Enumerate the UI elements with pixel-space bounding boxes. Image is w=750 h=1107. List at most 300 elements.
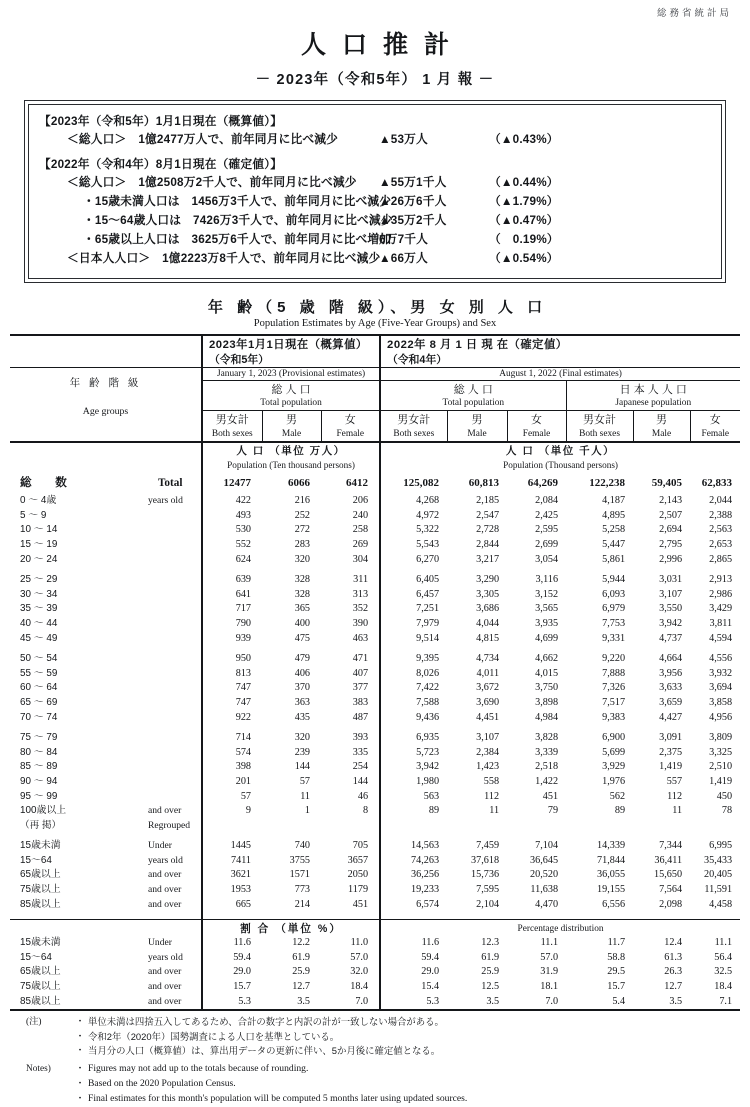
- table-row: [10, 696, 740, 711]
- cell-value: 2,694: [659, 524, 683, 536]
- cell-value: 3,339: [535, 746, 559, 758]
- table-cell: [202, 965, 262, 980]
- cell-value: 335: [352, 746, 369, 758]
- cell-value: 435: [294, 711, 311, 723]
- cell-value: 3,091: [659, 732, 683, 744]
- date-col1-en: January 1, 2023 (Provisional estimates): [216, 368, 366, 379]
- cell-value: 3,550: [659, 603, 683, 615]
- table-cell: [380, 567, 447, 588]
- row-label-cell: [10, 711, 144, 726]
- cell-value: 2,044: [709, 495, 733, 507]
- table-cell: [633, 775, 690, 790]
- table-cell: [633, 632, 690, 647]
- cell-value: 365: [294, 603, 311, 615]
- regrouped-label-en-cell: [144, 819, 202, 834]
- table-cell: [262, 760, 321, 775]
- cell-value: 11: [489, 805, 500, 817]
- table-cell: [321, 681, 380, 696]
- table-cell: [262, 965, 321, 980]
- table-cell: [262, 494, 321, 509]
- table-cell: [566, 746, 633, 761]
- table-cell: [690, 804, 740, 819]
- table-cell: [633, 617, 690, 632]
- table-cell: [202, 854, 262, 869]
- cell-value: 12.7: [292, 981, 311, 993]
- table-header-sex-en: [10, 427, 740, 442]
- table-cell: [202, 553, 262, 568]
- table-cell: [566, 790, 633, 805]
- row-label-en: and over: [148, 884, 182, 896]
- cell-value: 19,233: [411, 884, 440, 896]
- note-text: Final estimates for this month's population will be computed 5 months later using updated sources.: [88, 1092, 468, 1104]
- table-cell: [321, 746, 380, 761]
- cell-value: 78: [721, 805, 733, 817]
- row-label-cell-en: [144, 509, 202, 524]
- summary-row-percent: （ 0.19%）: [489, 232, 559, 246]
- table-cell: [202, 951, 262, 966]
- table-cell: [380, 868, 447, 883]
- table-row-regrouped: [10, 854, 740, 869]
- cell-value: 2,595: [535, 524, 559, 536]
- row-label-cell: [10, 646, 144, 667]
- row-label-en: and over: [148, 805, 182, 817]
- cell-value: 3,935: [535, 617, 559, 629]
- cell-value: 29.5: [607, 966, 626, 978]
- cell-value: 3,690: [476, 696, 500, 708]
- population-table: [10, 334, 740, 1013]
- cell-value: 3,054: [535, 553, 559, 565]
- table-cell: [262, 868, 321, 883]
- table-cell: [202, 602, 262, 617]
- table-cell: [690, 868, 740, 883]
- row-label-jp: 80 ～ 84: [20, 746, 58, 758]
- row-label-cell-en: [144, 980, 202, 995]
- cell-value: 2,913: [709, 574, 733, 586]
- cell-value: 4,268: [416, 495, 440, 507]
- table-cell: [633, 898, 690, 913]
- table-cell: [380, 965, 447, 980]
- notes-key-spacer: [10, 1092, 72, 1107]
- table-row: [10, 567, 740, 588]
- cell-value: 3,305: [476, 588, 500, 600]
- row-label-cell-en: [144, 523, 202, 538]
- cell-value: 4,662: [535, 653, 559, 665]
- cell-value: 11: [300, 790, 311, 802]
- table-cell: [690, 588, 740, 603]
- table-cell: [447, 965, 507, 980]
- table-cell: [566, 760, 633, 775]
- summary-row-amount: ▲55万1千人: [379, 175, 447, 189]
- row-label-cell-en: [144, 868, 202, 883]
- row-label-cell-en: [144, 538, 202, 553]
- table-row: [10, 667, 740, 682]
- row-label-cell: [10, 725, 144, 746]
- row-label-cell-en: [144, 995, 202, 1011]
- cell-value: 2,728: [476, 524, 500, 536]
- cell-value: 3,929: [602, 761, 626, 773]
- cell-value: 790: [235, 617, 252, 629]
- table-row-regrouped-header: [10, 819, 740, 834]
- summary-row-label: ・15歳未満人口は 1456万3千人で、前年同月に比べ減少: [83, 194, 392, 208]
- cell-value: 9,331: [602, 632, 626, 644]
- unit-right-en: Population (Thousand persons): [503, 459, 618, 470]
- table-cell: [633, 696, 690, 711]
- cell-value: 32.5: [714, 966, 733, 978]
- table-cell: [380, 667, 447, 682]
- table-cell: [507, 980, 566, 995]
- cell-value: 328: [294, 588, 311, 600]
- cell-value: 7.0: [545, 995, 559, 1007]
- cell-value: 61.3: [664, 951, 683, 963]
- table-units-row-en: [10, 458, 740, 472]
- cell-value: 14,339: [597, 840, 626, 852]
- cell-value: 1,422: [535, 775, 559, 787]
- row-label-cell: [10, 790, 144, 805]
- table-row: [10, 553, 740, 568]
- cell-value: 64,269: [527, 476, 559, 489]
- table-cell: [321, 725, 380, 746]
- row-label-cell: [10, 523, 144, 538]
- table-cell: [447, 617, 507, 632]
- cell-value: 5.4: [612, 995, 626, 1007]
- table-cell: [690, 898, 740, 913]
- cell-value: 7,422: [416, 682, 440, 694]
- table-cell: [321, 854, 380, 869]
- cell-value: 2,699: [535, 539, 559, 550]
- cell-value: 1,976: [602, 775, 626, 787]
- unit-right-jp: 人 口 （単位 千人）: [505, 445, 616, 458]
- cell-value: 1571: [289, 869, 311, 881]
- regrouped-label-en: Regrouped: [148, 819, 191, 831]
- cell-value: 624: [235, 553, 252, 565]
- table-cell: [633, 553, 690, 568]
- cell-value: 57: [299, 775, 311, 787]
- table-cell: [566, 711, 633, 726]
- table-row: [10, 602, 740, 617]
- summary-row: [39, 131, 711, 150]
- table-cell: [690, 995, 740, 1011]
- cell-value: 574: [235, 746, 252, 758]
- table-cell: [507, 602, 566, 617]
- table-header-dates: [10, 335, 740, 352]
- summary-row-label: ＜総人口＞ 1億2477万人で、前年同月に比べ減少: [67, 133, 339, 146]
- row-label-cell: [10, 980, 144, 995]
- cell-value: 1445: [230, 840, 252, 852]
- cell-value: 269: [352, 539, 369, 550]
- table-cell: [566, 696, 633, 711]
- table-row: [10, 523, 740, 538]
- cell-value: 5,861: [602, 553, 626, 565]
- cell-value: 6,574: [416, 898, 440, 910]
- notes-key-spacer: [10, 1030, 72, 1045]
- bullet-icon: ・: [75, 1031, 85, 1042]
- table-row: [10, 760, 740, 775]
- cell-value: 6412: [346, 476, 369, 489]
- cell-value: 3,694: [709, 682, 733, 694]
- row-label-jp: 10 ～ 14: [20, 524, 58, 536]
- table-cell: [507, 725, 566, 746]
- cell-value: 12.2: [292, 937, 311, 949]
- cell-value: 4,815: [476, 632, 500, 644]
- table-cell: [566, 951, 633, 966]
- notes-key-jp: (注): [26, 1017, 42, 1028]
- summary-row: [39, 174, 711, 193]
- summary-row-amount: ▲26万6千人: [379, 194, 447, 208]
- cell-value: 4,427: [659, 711, 683, 723]
- row-label-cell-en: [144, 833, 202, 854]
- table-cell: [566, 833, 633, 854]
- row-label-jp: 70 ～ 74: [20, 711, 58, 723]
- table-separator: [10, 912, 740, 919]
- cell-value: 6,405: [416, 574, 440, 586]
- table-cell: [380, 775, 447, 790]
- cell-value: 9,383: [602, 711, 626, 723]
- row-label-cell: [10, 667, 144, 682]
- cell-value: 5,447: [602, 539, 626, 550]
- table-cell: [566, 995, 633, 1011]
- row-label-cell: [10, 494, 144, 509]
- cell-value: 8,026: [416, 667, 440, 679]
- notes-key-en: Notes): [26, 1063, 51, 1074]
- table-cell: [690, 883, 740, 898]
- cell-value: 25.9: [292, 966, 311, 978]
- row-label-en: Total: [158, 476, 183, 489]
- cell-value: 3,107: [659, 588, 683, 600]
- table-cell: [202, 696, 262, 711]
- cell-value: 239: [294, 746, 311, 758]
- cell-value: 11,591: [704, 884, 733, 896]
- cell-value: 487: [352, 711, 369, 723]
- row-label-en: years old: [148, 854, 183, 866]
- cell-value: 12.4: [664, 937, 683, 949]
- sex-female-en: Female: [522, 429, 551, 440]
- cell-value: 3,858: [709, 696, 733, 708]
- cell-value: 7.0: [355, 995, 369, 1007]
- cell-value: 3,942: [659, 617, 683, 629]
- summary-row-label: ・65歳以上人口は 3625万6千人で、前年同月に比べ増加: [83, 232, 392, 246]
- note-row: [10, 1030, 740, 1045]
- table-row: [10, 725, 740, 746]
- row-label-en: and over: [148, 966, 182, 978]
- table-cell: [507, 588, 566, 603]
- table-cell: [380, 883, 447, 898]
- cell-value: 451: [542, 790, 559, 802]
- table-row: [10, 494, 740, 509]
- row-label-jp: 100歳以上: [20, 805, 67, 817]
- table-cell: [321, 980, 380, 995]
- summary-box-inner: [28, 104, 722, 279]
- cell-value: 563: [423, 790, 440, 802]
- cell-value: 641: [235, 588, 252, 600]
- cell-value: 11.6: [233, 937, 252, 949]
- table-cell: [507, 632, 566, 647]
- cell-value: 471: [352, 653, 369, 665]
- table-cell: [447, 632, 507, 647]
- table-header-dates-en: [10, 367, 740, 380]
- cell-value: 407: [352, 667, 369, 679]
- row-label-cell-en: [144, 746, 202, 761]
- table-cell: [380, 995, 447, 1011]
- cell-value: 6,457: [416, 588, 440, 600]
- group-total-population-jp: 総 人 口: [271, 383, 311, 396]
- cell-value: 7,251: [416, 603, 440, 615]
- table-cell: [447, 854, 507, 869]
- sex-both-jp: 男女計: [215, 414, 249, 427]
- table-cell: [262, 833, 321, 854]
- table-title-jp: 年 齢（5 歳 階 級）、男 女 別 人 口: [207, 298, 548, 316]
- table-cell: [690, 667, 740, 682]
- row-label-cell-en: [144, 725, 202, 746]
- percentage-band-en: Percentage distribution: [517, 923, 604, 934]
- cell-value: 557: [666, 775, 683, 787]
- table-cell: [262, 775, 321, 790]
- summary-row-amount: ▲53万人: [379, 133, 428, 146]
- row-label-en: and over: [148, 898, 182, 910]
- cell-value: 747: [235, 682, 252, 694]
- row-label-jp: 95 ～ 99: [20, 790, 58, 802]
- table-cell: [633, 725, 690, 746]
- row-label-cell-en: [144, 760, 202, 775]
- cell-value: 2,143: [659, 495, 683, 507]
- table-cell: [321, 588, 380, 603]
- table-cell: [262, 898, 321, 913]
- cell-value: 4,664: [659, 653, 683, 665]
- cell-value: 3,898: [535, 696, 559, 708]
- cell-value: 3,750: [535, 682, 559, 694]
- cell-value: 71,844: [597, 854, 626, 866]
- table-cell: [566, 980, 633, 995]
- table-cell: [566, 965, 633, 980]
- table-cell: [507, 995, 566, 1011]
- row-label-cell-en: [144, 898, 202, 913]
- table-row: [10, 646, 740, 667]
- table-cell: [447, 523, 507, 538]
- row-label-jp: 65歳以上: [20, 966, 61, 978]
- row-label-jp: 65歳以上: [20, 869, 61, 881]
- table-cell: [262, 696, 321, 711]
- table-cell: [507, 898, 566, 913]
- row-label-cell-en: [144, 965, 202, 980]
- table-cell: [321, 760, 380, 775]
- page-subtitle: － 2023年（令和5年） 1 月 報 －: [255, 72, 495, 88]
- row-label-cell: [10, 775, 144, 790]
- table-cell: [633, 868, 690, 883]
- group-total-population-jp: 総 人 口: [453, 383, 493, 396]
- table-cell: [690, 567, 740, 588]
- cell-value: 258: [352, 524, 369, 536]
- table-cell: [447, 711, 507, 726]
- cell-value: 5.3: [238, 995, 252, 1007]
- cell-value: 144: [294, 761, 311, 773]
- row-label-cell: [10, 936, 144, 951]
- table-cell: [262, 951, 321, 966]
- cell-value: 3.5: [486, 995, 500, 1007]
- cell-value: 2,518: [535, 761, 559, 773]
- table-cell: [447, 790, 507, 805]
- table-cell: [507, 868, 566, 883]
- table-cell: [321, 494, 380, 509]
- cell-value: 2,795: [659, 539, 683, 550]
- cell-value: 3,672: [476, 682, 500, 694]
- cell-value: 5,723: [416, 746, 440, 758]
- table-cell: [633, 602, 690, 617]
- note-text: Based on the 2020 Population Census.: [88, 1077, 236, 1089]
- cell-value: 313: [352, 588, 369, 600]
- notes-key-spacer: [10, 1077, 72, 1092]
- note-row: [10, 1092, 740, 1107]
- table-cell: [321, 632, 380, 647]
- cell-value: 1,419: [709, 775, 733, 787]
- table-cell: [690, 775, 740, 790]
- cell-value: 5,322: [416, 524, 440, 536]
- group-total-population-en: Total population: [442, 398, 505, 409]
- row-label-en: Under: [148, 937, 172, 949]
- cell-value: 3,217: [476, 553, 500, 565]
- table-cell: [321, 696, 380, 711]
- cell-value: 252: [294, 509, 311, 521]
- row-label-cell-en: [144, 667, 202, 682]
- sex-male-en: Male: [651, 429, 672, 440]
- table-row-total: [10, 472, 740, 494]
- row-label-jp: 75歳以上: [20, 981, 61, 993]
- table-cell: [633, 965, 690, 980]
- cell-value: 939: [235, 632, 252, 644]
- cell-value: 6,935: [416, 732, 440, 744]
- summary-row-percent: （▲1.79%）: [489, 194, 559, 208]
- sex-both-en: Both sexes: [211, 429, 253, 440]
- percentage-band-en-cell: [380, 919, 740, 936]
- cell-value: 2,084: [535, 495, 559, 507]
- sex-female-jp: 女: [709, 414, 721, 427]
- table-cell: [380, 523, 447, 538]
- cell-value: 3621: [230, 869, 252, 881]
- table-cell: [507, 804, 566, 819]
- cell-value: 2050: [347, 869, 369, 881]
- cell-value: 144: [352, 775, 369, 787]
- cell-value: 57: [240, 790, 252, 802]
- cell-value: 29.0: [421, 966, 440, 978]
- table-cell: [507, 711, 566, 726]
- table-percentage-band: [10, 919, 740, 936]
- row-label-en: and over: [148, 995, 182, 1007]
- cell-value: 4,984: [535, 711, 559, 723]
- cell-value: 2,388: [709, 509, 733, 521]
- table-cell: [321, 617, 380, 632]
- row-label-jp: 55 ～ 59: [20, 667, 58, 679]
- table-row: [10, 775, 740, 790]
- table-cell: [447, 696, 507, 711]
- unit-left-jp: 人 口 （単位 万人）: [236, 445, 346, 458]
- cell-value: 450: [716, 790, 733, 802]
- cell-value: 60,813: [468, 476, 500, 489]
- summary-row: [39, 212, 711, 231]
- cell-value: 4,594: [709, 632, 733, 644]
- table-cell: [690, 790, 740, 805]
- table-cell: [202, 509, 262, 524]
- cell-value: 74,263: [411, 854, 440, 866]
- cell-value: 4,015: [535, 667, 559, 679]
- table-cell: [633, 833, 690, 854]
- percentage-band-jp-cell: [202, 919, 380, 936]
- row-label-jp: 15～64: [20, 854, 52, 866]
- sex-male-en: Male: [281, 429, 302, 440]
- cell-value: 4,044: [476, 617, 500, 629]
- row-label-jp: 40 ～ 44: [20, 617, 58, 629]
- table-cell: [321, 883, 380, 898]
- row-label-cell: [10, 509, 144, 524]
- table-cell: [690, 711, 740, 726]
- cell-value: 5,699: [602, 746, 626, 758]
